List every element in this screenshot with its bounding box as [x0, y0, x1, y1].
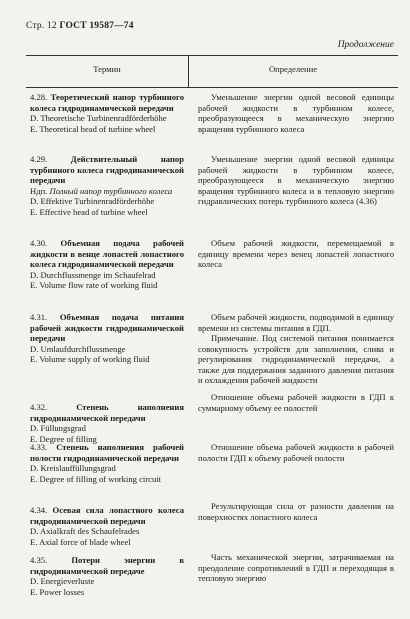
- term-number: 4.31.: [30, 312, 48, 322]
- terms-column: [30, 92, 184, 611]
- table-header-rule: [26, 87, 398, 88]
- term-german: D. Kreislauffüllungsgrad: [30, 463, 116, 473]
- definition-4-32: [198, 392, 394, 413]
- definition-note: Примечание. Под системой питания понимается совокупность устройств для заполнения, слива и регулирования гидродинамической передачи, а также для поддержания заданного давления питания и охлаждения рабочей жидкости: [198, 333, 394, 385]
- term-number: 4.33.: [30, 442, 48, 452]
- term-english: E. Power losses: [30, 586, 85, 597]
- term-german: D. Energieverluste: [30, 576, 95, 586]
- definition-text: Уменьшение энергии одной весовой единицы рабочей жидкости в турбинном колесе, преобразующееся в механическую энергию вращения турбинного колеса и в тепловую энергию гидравлических потерь турбинного колеса (4.36): [198, 154, 394, 206]
- term-english: E. Volume supply of working fluid: [30, 354, 150, 364]
- term-english: E. Axial force of blade wheel: [30, 536, 131, 547]
- definitions-column: [198, 92, 394, 611]
- term-number: 4.28.: [30, 92, 48, 102]
- term-entry-4-33: [30, 442, 184, 484]
- term-name: Степень наполнения рабочей полости гидродинамической передачи: [30, 442, 185, 463]
- term-german: D. Füllungsgrad: [30, 423, 86, 433]
- definition-4-31: [198, 312, 394, 386]
- term-entry-4-35: [30, 555, 184, 597]
- standard-code: ГОСТ 19587—74: [59, 21, 134, 31]
- definition-4-29: [198, 154, 394, 207]
- deprecated-term: Полный напор турбинного колеса: [49, 185, 173, 196]
- term-english: E. Degree of filling: [30, 433, 97, 444]
- term-english: E. Volume flow rate of working fluid: [30, 280, 158, 290]
- term-german: D. Theoretische Turbinenradförderhöhe: [30, 113, 167, 123]
- term-english: E. Theoretical head of turbine wheel: [30, 123, 156, 134]
- definition-text: Результирующая сила от разности давления на поверхностях лопастного колеса: [198, 501, 394, 522]
- term-name: Действительный напор турбинного колеса гидродинамической передачи: [30, 154, 184, 185]
- definition-text: Объем рабочей жидкости, подводимой в единицу времени из системы питания в ГДП.: [198, 312, 394, 333]
- term-entry-4-29: [30, 154, 184, 217]
- deprecated-label: Ндп.: [30, 185, 48, 196]
- term-name: Теоретический напор турбинного колеса гидродинамической передачи: [30, 92, 184, 113]
- term-entry-4-31: [30, 312, 184, 365]
- term-english: E. Degree of filling of working circuit: [30, 473, 162, 484]
- term-number: 4.35.: [30, 555, 48, 565]
- page-header: [26, 21, 134, 31]
- term-name: Объемная подача рабочей жидкости в венце лопастей лопастного колеса гидродинамической передачи: [30, 238, 184, 269]
- term-entry-4-32: [30, 402, 184, 444]
- term-german: D. Effektive Turbinenradförderhöhe: [30, 196, 155, 206]
- definition-text: Уменьшение энергии одной весовой единицы рабочей жидкости в турбинном колесе, преобразующееся в механическую энергию вращения турбинного колеса: [198, 92, 394, 134]
- column-header-term: Термин: [93, 64, 121, 74]
- continuation-label: Продолжение: [337, 40, 394, 50]
- definition-text: Отношение объема рабочей жидкости в ГДП к суммарному объему ее полостей: [198, 392, 394, 413]
- term-number: 4.34.: [30, 505, 48, 515]
- definition-4-30: [198, 238, 394, 270]
- term-entry-4-34: [30, 505, 184, 547]
- table-top-rule: [26, 55, 398, 56]
- definition-text: Часть механической энергии, затрачиваемая на преодоление сопротивлений в ГДП и переходящая в тепловую энергию: [198, 552, 394, 583]
- term-name: Степень наполнения гидродинамической передачи: [30, 402, 184, 423]
- term-german: D. Durchflussmenge im Schaufelrad: [30, 269, 156, 280]
- term-number: 4.30.: [30, 238, 48, 248]
- term-entry-4-28: [30, 92, 184, 134]
- definition-4-34: [198, 501, 394, 522]
- term-german: D. Umlaufdurchflussmenge: [30, 343, 126, 354]
- column-header-definition: Определение: [268, 64, 318, 74]
- definition-4-33: [198, 442, 394, 463]
- page-number: Стр. 12: [26, 21, 57, 31]
- definition-text: Объем рабочей жидкости, перемещаемой в единицу времени через венец лопастей лопастного колеса: [198, 238, 394, 269]
- term-name: Осевая сила лопастного колеса гидродинамической передачи: [30, 505, 184, 526]
- term-german: D. Axialkraft des Schaufelrades: [30, 526, 140, 536]
- term-number: 4.29.: [30, 154, 48, 164]
- definition-4-35: [198, 552, 394, 584]
- definition-text: Отношение объема рабочей жидкости в рабочей полости ГДП к объему рабочей полости: [198, 442, 394, 463]
- term-english: E. Effective head of turbine wheel: [30, 206, 148, 217]
- term-name: Потери энергии в гидродинамической передаче: [30, 555, 184, 576]
- term-number: 4.32.: [30, 402, 48, 412]
- term-deprecated: [30, 186, 184, 197]
- definition-4-28: [198, 92, 394, 134]
- term-name: Объемная подача питания рабочей жидкости гидродинамической передачи: [30, 312, 184, 343]
- term-entry-4-30: [30, 238, 184, 291]
